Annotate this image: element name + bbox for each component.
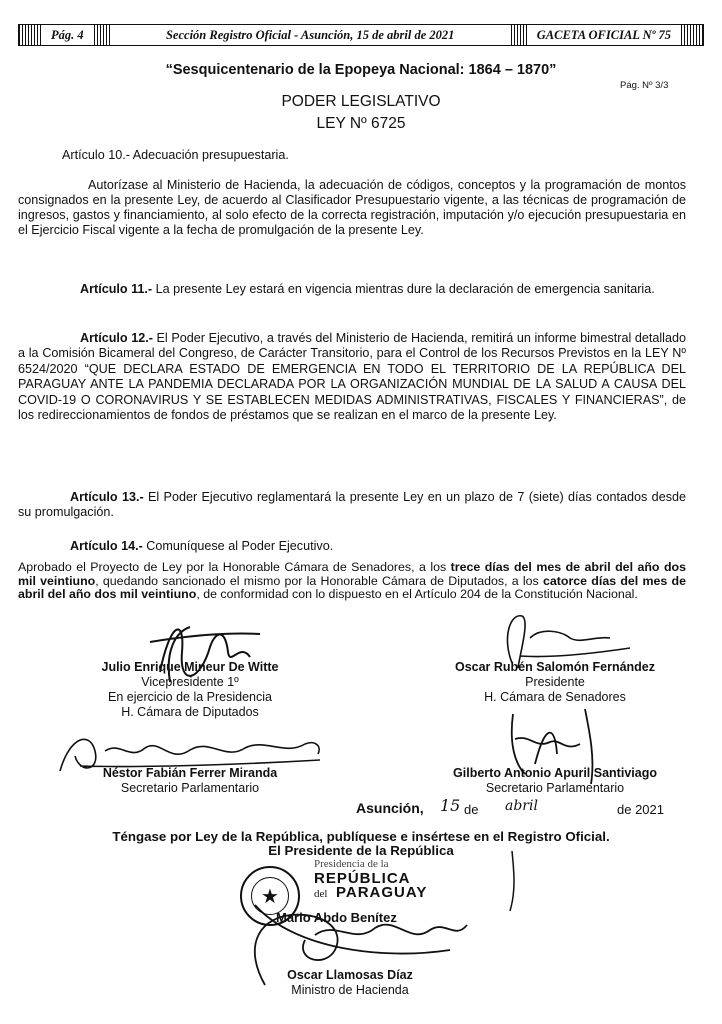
signatory-left-2 <box>40 766 340 796</box>
date-month: abril <box>505 798 538 814</box>
header-page: Pág. 4 <box>51 27 84 42</box>
article-13-label: Artículo 13.- <box>70 490 144 504</box>
promulgation-line-2: El Presidente de la República <box>268 843 454 858</box>
article-14-body: Comuníquese al Poder Ejecutivo. <box>142 539 334 553</box>
signatory-role: Secretario Parlamentario <box>120 781 260 795</box>
star-icon: ★ <box>251 877 289 915</box>
gazette-header <box>18 24 704 46</box>
article-14-label: Artículo 14.- <box>70 539 143 553</box>
header-divider <box>511 25 527 45</box>
approval-paragraph <box>18 561 686 602</box>
signatory-name: Gilberto Antonio Apuril Santiviago <box>453 766 657 780</box>
article-11 <box>18 282 686 297</box>
signatory-right-1 <box>405 660 705 705</box>
header-gazette: GACETA OFICIAL Nº 75 <box>536 27 671 42</box>
signatory-name: Néstor Fabián Ferrer Miranda <box>102 766 278 780</box>
page-reference: Pág. Nº 3/3 <box>620 80 669 91</box>
article-13 <box>18 490 686 520</box>
seal-republica-text: REPÚBLICA <box>314 870 411 887</box>
signatory-name: Julio Enrique Mineur De Witte <box>101 660 279 674</box>
article-12-body: El Poder Ejecutivo, a través del Ministerio de Hacienda, remitirá un informe bimestral detallado a la Comisión Bicameral del Congreso, de Carácter Transitorio, para el Control de los Recursos Previstos en la LEY Nº 6524/2020 “QUE DECLARA ESTADO DE EMERGENCIA EN TODO EL TERRITORIO DE LA REPÚBLICA DEL PARAGUAY ANTE LA PANDEMIA DECLARADA POR LA ORGANIZACIÓN MUNDIAL DE LA SALUD A CAUSA DEL COVID-19 O CORONAVIRUS Y SE ESTABLECEN MEDIDAS ADMINISTRATIVAS, FISCALES Y FINANCIERAS”, de los redireccionamientos de fondos de préstamos que se realizan en el marco de la presente Ley. <box>18 331 686 423</box>
approval-text-3: , de conformidad con lo dispuesto en el Artículo 204 de la Constitución Nacional. <box>196 587 638 601</box>
date-city: Asunción, <box>356 800 424 816</box>
signatory-institution: H. Cámara de Senadores <box>484 690 626 704</box>
article-11-label: Artículo 11.- <box>80 282 153 296</box>
signatory-name: Oscar Rubén Salomón Fernández <box>454 660 656 674</box>
minister-name: Oscar Llamosas Díaz <box>287 968 413 982</box>
seal-del-text: del <box>314 888 328 900</box>
doc-motto: “Sesquicentenario de la Epopeya Nacional: 1864 – 1870” <box>165 62 557 78</box>
doc-branch: PODER LEGISLATIVO <box>281 93 441 110</box>
doc-law-number: LEY Nº 6725 <box>316 115 406 132</box>
president-name: Mario Abdo Benítez <box>276 910 397 925</box>
signatory-role: Presidente <box>525 675 585 689</box>
article-10-body: Autorízase al Ministerio de Hacienda, la adecuación de códigos, conceptos y la programación de montos consignados en la presente Ley, de acuerdo al Clasificador Presupuestario vigente, a las técnicas de programación de ingresos, gastos y financiamiento, al solo efecto de la correcta registración, imputación y/o ejecución presupuestaria en el Ejercicio Fiscal vigente a la fecha de promulgación de la presente Ley. <box>18 178 686 237</box>
date-year: de 2021 <box>617 802 664 817</box>
article-14 <box>18 539 686 554</box>
header-hatch-right <box>681 25 703 45</box>
minister-title: Ministro de Hacienda <box>291 983 409 997</box>
article-11-body: La presente Ley estará en vigencia mientras dure la declaración de emergencia sanitaria. <box>152 282 655 296</box>
approval-date-deputies: catorce días del mes de abril del año dos mil veintiuno <box>18 573 686 601</box>
header-hatch-left <box>19 25 41 45</box>
approval-text-2: , quedando sancionado el mismo por la Honorable Cámara de Diputados, a los <box>95 573 543 588</box>
header-divider <box>94 25 110 45</box>
signatory-role: Vicepresidente 1º <box>141 675 239 689</box>
seal-presidencia-text: Presidencia de la <box>314 858 389 870</box>
date-day: 15 <box>440 796 461 815</box>
signatory-role: En ejercicio de la Presidencia <box>108 690 272 704</box>
signatory-right-2 <box>405 766 705 796</box>
approval-date-senate: trece días del mes de abril del año dos mil veintiuno <box>18 560 686 588</box>
article-12 <box>18 331 686 423</box>
promulgation-line-1: Téngase por Ley de la República, publíquese e insértese en el Registro Oficial. <box>112 829 610 844</box>
signatory-role: Secretario Parlamentario <box>485 781 625 795</box>
signatory-left-1 <box>40 660 340 720</box>
article-10-title: Artículo 10.- Adecuación presupuestaria. <box>62 148 289 162</box>
signatory-institution: H. Cámara de Diputados <box>121 705 259 719</box>
seal-paraguay-text: PARAGUAY <box>336 884 428 901</box>
minister-block <box>240 968 460 998</box>
article-12-label: Artículo 12.- <box>80 331 153 345</box>
approval-text-1: Aprobado el Proyecto de Ley por la Honorable Cámara de Senadores, a los <box>18 560 451 574</box>
date-de: de <box>464 802 479 817</box>
header-section: Sección Registro Oficial - Asunción, 15 de abril de 2021 <box>165 27 455 42</box>
article-13-body: El Poder Ejecutivo reglamentará la presente Ley en un plazo de 7 (siete) días contados desde su promulgación. <box>18 490 686 519</box>
